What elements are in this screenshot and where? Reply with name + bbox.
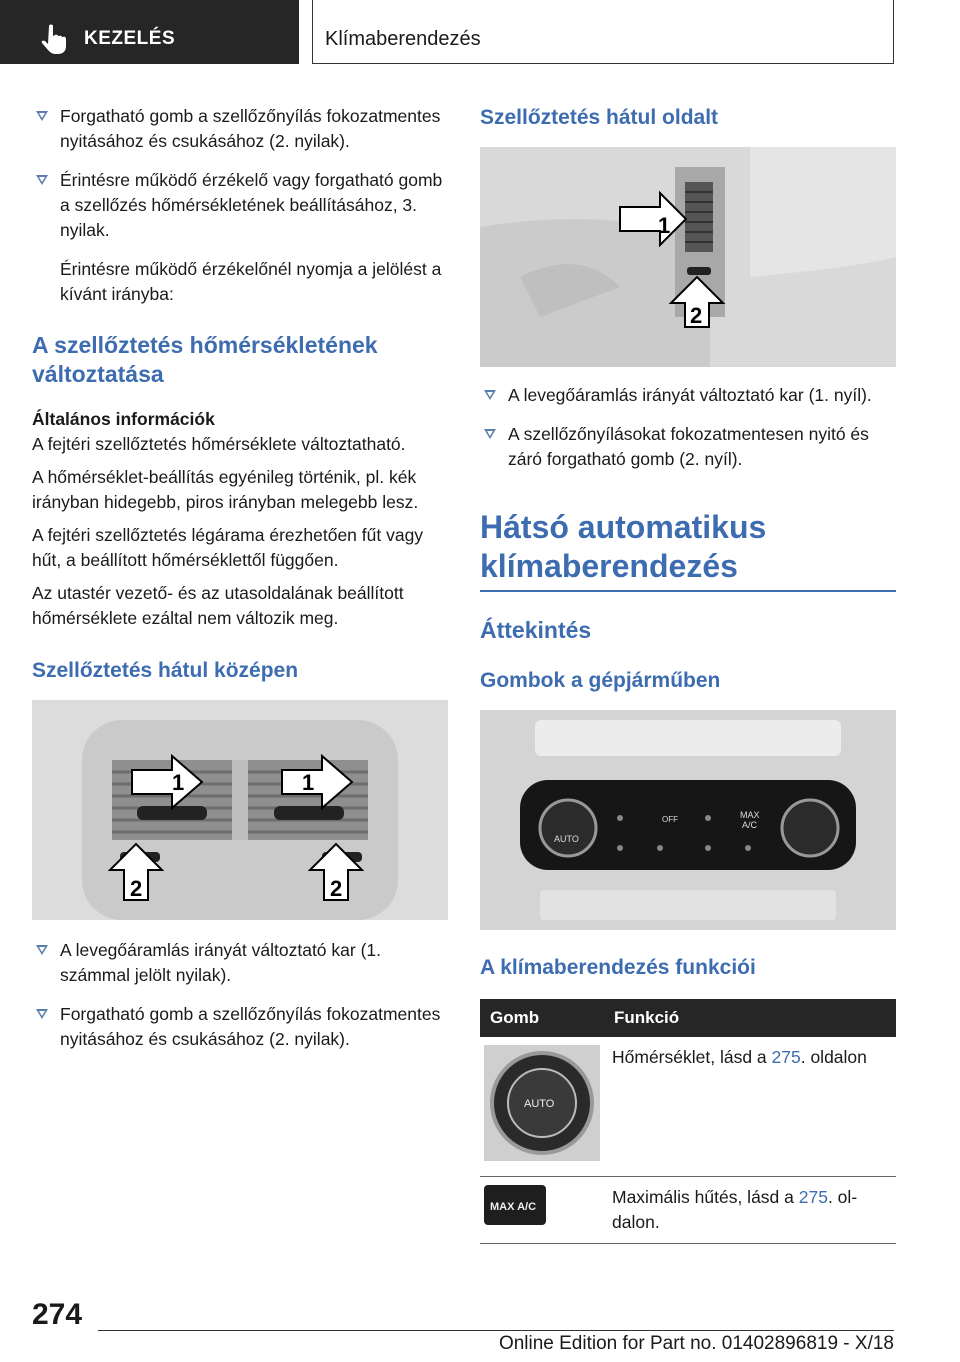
heading-temperature: A szellőztetés hőmérsékletének változtatása [32,332,378,387]
list-item: A levegőáramlás irányát változtató kar (1. nyíl). [480,383,896,408]
paragraph: A hőmérséklet-beállítás egyénileg történik, pl. kék irányban hidegebb, piros irányban melegebb lesz. [32,467,419,512]
table-row [480,1177,896,1244]
svg-text:A/C: A/C [742,820,758,830]
left-column [32,104,448,1066]
subheading-general: Általános információk [32,409,215,429]
section-tab [0,0,299,64]
list-item: Érintésre működő érzékelő vagy forgatható gomb a szellőzés hőmérsékletének beállításához, 3. nyilak. [32,168,448,243]
svg-text:AUTO: AUTO [554,834,579,844]
side-vent-illustration [480,147,896,367]
hand-touch-icon [40,24,66,54]
rear-side-vent-photo [480,147,896,367]
vent-illustration [32,700,448,920]
arrow-label: 2 [330,876,343,901]
max-ac-button-icon [484,1185,546,1225]
svg-text:AUTO: AUTO [524,1098,555,1110]
list-item: Forgatható gomb a szellőzőnyílás fokozatmentes nyitásához és csukásához (2. nyilak). [32,104,448,154]
list-item: A szellőzőnyílásokat fokozatmentesen nyitó és záró forgatható gomb (2. nyíl). [480,422,896,472]
footer-divider [98,1330,894,1331]
section-tab-label: KEZELÉS [84,28,176,49]
svg-text:MAX A/C: MAX A/C [490,1201,537,1213]
column-header-button: Gomb [480,999,604,1037]
arrow-label: 2 [130,876,143,901]
arrow-label: 2 [690,303,703,328]
chapter-title [312,0,894,64]
paragraph: A fejtéri szellőztetés hőmérséklete változtatható. [32,434,406,454]
bullet-triangle-icon [36,1009,48,1019]
climate-panel-illustration [480,710,896,930]
chapter-title-text: Klímaberendezés [325,28,481,50]
instruction-text: Érintésre működő érzékelőnél nyomja a jelölést a kívánt irányba: [60,259,442,304]
bullet-triangle-icon [484,429,496,439]
heading-overview: Áttekintés [480,617,592,643]
bullet-triangle-icon [484,390,496,400]
bullet-triangle-icon [36,111,48,121]
bullet-triangle-icon [36,945,48,955]
page-link[interactable]: 275 [798,1187,828,1207]
heading-side-vent: Szellőztetés hátul oldalt [480,106,719,129]
arrow-label: 1 [172,770,185,795]
page-number: 274 [32,1298,83,1331]
climate-panel-photo [480,710,896,930]
function-description: Hőmérséklet, lásd a 275. oldalon [604,1037,896,1177]
function-description: Maximális hűtés, lásd a 275. oldalon. [604,1177,896,1244]
list-item: Forgatható gomb a szellőzőnyílás fokozatmentes nyitásához és csukásához (2. nyilak). [32,1002,448,1052]
page-link[interactable]: 275 [771,1047,801,1067]
right-column [480,104,896,1244]
edition-note: Online Edition for Part no. 01402896819 - X/18 [498,1333,894,1354]
rear-center-vent-photo [32,700,448,920]
heading-rear-climate: Hátsó automatikus klímaberendezés [480,508,896,592]
paragraph: A fejtéri szellőztetés légárama érezhetően fűt vagy hűt, a beállított hőmérséklettől függően. [32,525,424,570]
arrow-label: 1 [658,213,671,238]
heading-functions: A klímaberendezés funkciói [480,956,756,979]
functions-table [480,999,896,1244]
bullet-triangle-icon [36,175,48,185]
arrow-label: 1 [302,770,315,795]
auto-knob-icon [484,1045,600,1161]
heading-middle-vent: Szellőztetés hátul középen [32,659,299,682]
paragraph: Az utastér vezető- és az utasoldalának beállított hőmérséklete ezáltal nem változik meg. [32,583,404,628]
heading-buttons: Gombok a gépjárműben [480,669,721,692]
svg-text:MAX: MAX [740,810,760,820]
svg-text:OFF: OFF [662,815,678,824]
list-item: A levegőáramlás irányát változtató kar (1. számmal jelölt nyilak). [32,938,448,988]
column-header-function: Funkció [604,999,896,1037]
table-row [480,1037,896,1177]
